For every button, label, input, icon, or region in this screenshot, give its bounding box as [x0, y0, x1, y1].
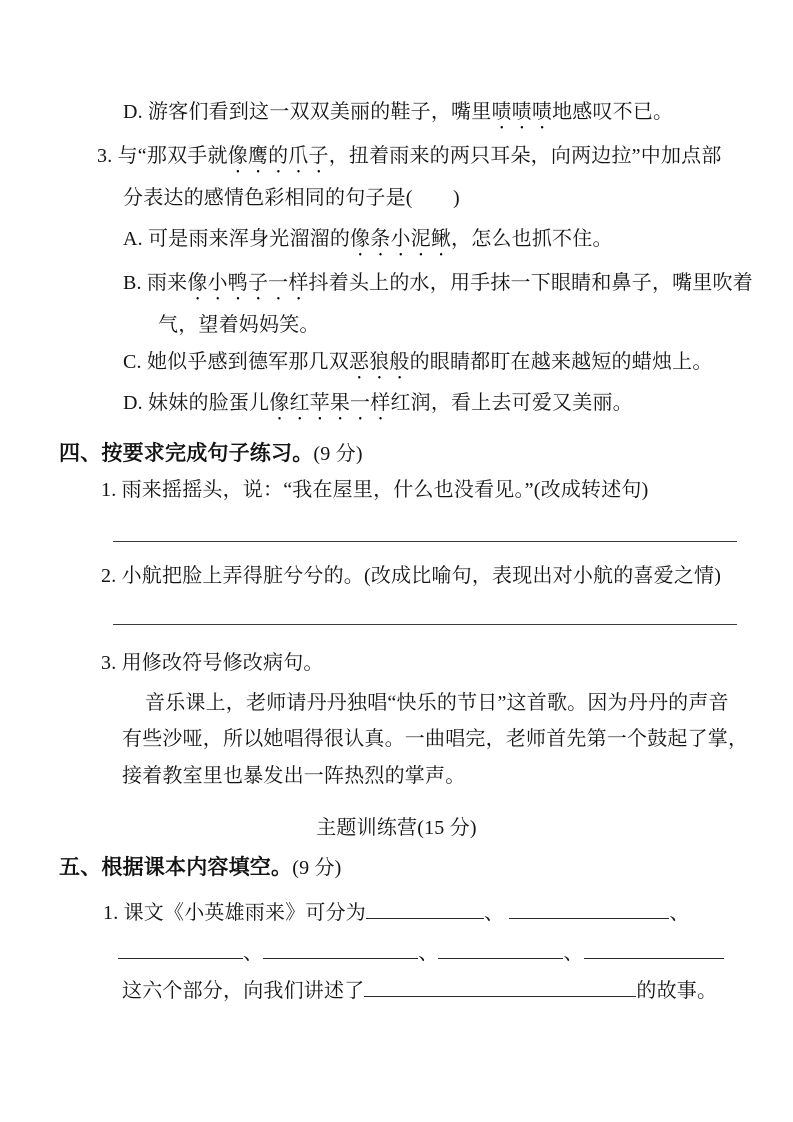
sick-sentence-line2 — [122, 726, 748, 752]
section4-heading — [59, 441, 363, 467]
section5-heading-text: 五、根据课本内容填空。 — [59, 856, 293, 879]
text-run: 地感叹不已。 — [552, 101, 674, 123]
section4-item1 — [101, 477, 648, 503]
answer-blank[interactable] — [366, 898, 484, 919]
q3-option-b-line1 — [123, 270, 753, 305]
text-run: 、 — [418, 942, 439, 964]
answer-line-2[interactable] — [113, 624, 737, 625]
text-run: 3. 与“那双手就 — [97, 145, 228, 167]
text-run: 气，望着妈妈笑。 — [158, 314, 320, 336]
section5-heading — [59, 855, 342, 881]
section5-item1-line3 — [122, 976, 717, 1004]
theme-camp-banner: 主题训练营(15 分) — [316, 817, 477, 839]
text-run: 分表达的感情色彩相同的句子是( ) — [123, 187, 460, 209]
section4-item2 — [101, 563, 721, 589]
answer-blank[interactable] — [364, 976, 636, 997]
emphasized-text: 像小鸭子一样 — [187, 272, 309, 294]
q3-option-d — [123, 390, 633, 425]
text-run: 的眼睛都盯在越来越短的蜡烛上。 — [409, 351, 713, 373]
answer-blank[interactable] — [509, 898, 669, 919]
text-run: 音乐课上，老师请丹丹独唱“快乐的节日”这首歌。因为丹丹的声音 — [145, 692, 729, 714]
text-run: 红润，看上去可爱又美丽。 — [390, 392, 633, 414]
section5-score: (9 分) — [292, 857, 342, 879]
text-run: 有些沙哑，所以她唱得很认真。一曲唱完，老师首先第一个鼓起了掌， — [122, 728, 749, 750]
answer-line-1[interactable] — [113, 541, 737, 542]
text-run: D. 游客们看到这一双双美丽的鞋子，嘴里 — [123, 101, 492, 123]
text-run: 1. 雨来摇摇头，说：“我在屋里，什么也没看见。”(改成转述句) — [101, 479, 649, 501]
text-run: 、 — [669, 902, 690, 924]
text-run: 这六个部分，向我们讲述了 — [122, 980, 365, 1002]
text-run: 的故事。 — [636, 980, 718, 1002]
section5-item1-line1 — [103, 898, 690, 926]
text-run: 3. 用修改符号修改病句。 — [101, 652, 324, 674]
text-run: ，怎么也抓不住。 — [451, 228, 613, 250]
emphasized-text: 像鹰的爪子 — [227, 145, 329, 167]
emphasized-text: 啧啧啧 — [491, 101, 553, 123]
q3-stem-line1 — [97, 143, 722, 178]
text-run: 1. 课文《小英雄雨来》可分为 — [103, 902, 366, 924]
text-run: C. 她似乎感到德军那几双 — [123, 351, 349, 373]
section5-item1-line2 — [118, 938, 724, 966]
answer-blank[interactable] — [438, 938, 563, 959]
text-run: ，扭着雨来的两只耳朵，向两边拉”中加点部 — [328, 145, 722, 167]
q3-option-b-line2 — [158, 312, 320, 338]
emphasized-text: 恶狼般 — [348, 351, 410, 373]
text-run: 、 — [563, 942, 584, 964]
q3-option-c — [123, 349, 713, 384]
sick-sentence-line1 — [145, 690, 729, 716]
q2-option-d — [123, 99, 673, 134]
text-run: 抖着头上的水，用手抹一下眼睛和鼻子，嘴里吹着 — [308, 272, 753, 294]
emphasized-text: 像红苹果一样 — [269, 392, 391, 414]
emphasized-text: 像条小泥鳅 — [350, 228, 452, 250]
section4-score: (9 分) — [313, 443, 363, 465]
answer-blank[interactable] — [584, 938, 724, 959]
text-run: A. 可是雨来浑身光溜溜的 — [123, 228, 351, 250]
text-run: 接着教室里也暴发出一阵热烈的掌声。 — [122, 765, 466, 787]
text-run: B. 雨来 — [123, 272, 188, 294]
text-run: 2. 小航把脸上弄得脏兮兮的。(改成比喻句，表现出对小航的喜爱之情) — [101, 565, 722, 587]
sick-sentence-line3 — [122, 763, 465, 789]
section4-item3 — [101, 650, 324, 676]
text-run: 、 — [243, 942, 264, 964]
q3-option-a — [123, 226, 613, 261]
answer-blank[interactable] — [263, 938, 418, 959]
section4-heading-text: 四、按要求完成句子练习。 — [59, 442, 314, 465]
text-run: D. 妹妹的脸蛋儿 — [123, 392, 270, 414]
text-run: 、 — [484, 902, 510, 924]
q3-stem-line2 — [123, 185, 460, 211]
answer-blank[interactable] — [118, 938, 243, 959]
